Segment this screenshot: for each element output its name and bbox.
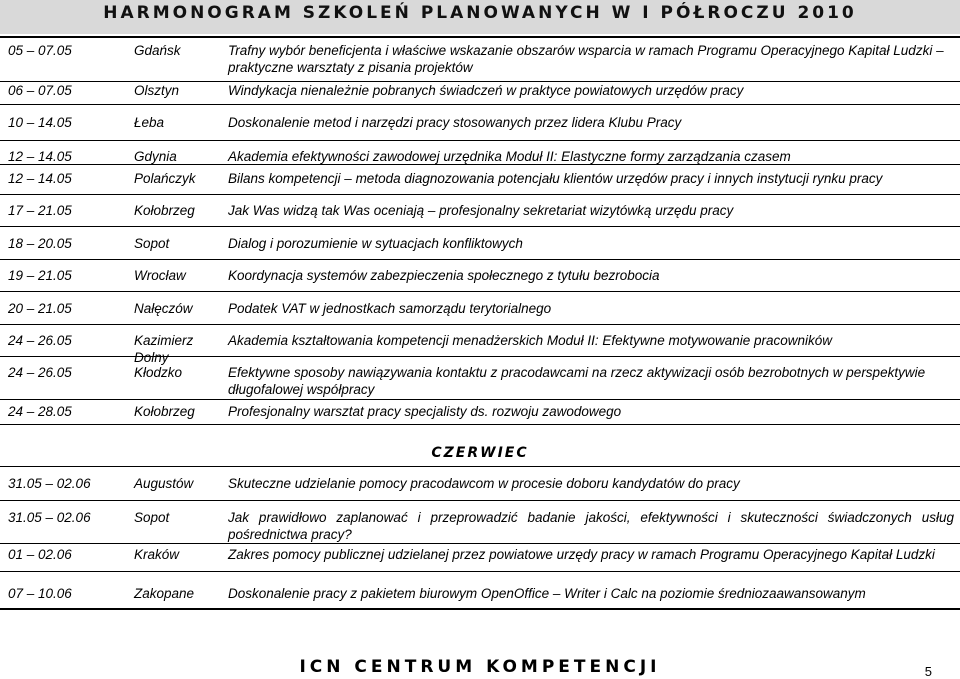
row-city: Wrocław	[134, 268, 186, 283]
row-description: Doskonalenie pracy z pakietem biurowym OpenOffice – Writer i Calc na poziomie średniozaawansowanym	[228, 586, 866, 601]
row-date: 07 – 10.06	[8, 586, 72, 601]
row-date: 18 – 20.05	[8, 236, 72, 251]
row-date: 12 – 14.05	[8, 149, 72, 164]
month-heading: CZERWIEC	[431, 445, 529, 461]
row-date: 12 – 14.05	[8, 171, 72, 186]
row-city: Gdańsk	[134, 43, 181, 58]
row-date: 17 – 21.05	[8, 203, 72, 218]
row-description: Jak Was widzą tak Was oceniają – profesjonalny sekretariat wizytówką urzędu pracy	[228, 203, 734, 218]
row-divider	[0, 543, 960, 544]
row-date: 20 – 21.05	[8, 301, 72, 316]
row-divider	[0, 356, 960, 357]
row-description: Windykacja nienależnie pobranych świadczeń w praktyce powiatowych urzędów pracy	[228, 83, 744, 98]
row-description: Bilans kompetencji – metoda diagnozowania potencjału klientów urzędów pracy i innych instytucji rynku pracy	[228, 171, 883, 186]
row-description: Koordynacja systemów zabezpieczenia społecznego z tytułu bezrobocia	[228, 268, 660, 283]
row-city: Sopot	[134, 510, 170, 525]
row-divider	[0, 259, 960, 260]
row-city: Sopot	[134, 236, 170, 251]
page-title: HARMONOGRAM SZKOLEŃ PLANOWANYCH W I PÓŁROCZU 2010	[103, 3, 857, 23]
row-divider	[0, 140, 960, 141]
row-date: 24 – 26.05	[8, 333, 72, 348]
row-description: Akademia efektywności zawodowej urzędnika Moduł II: Elastyczne formy zarządzania czasem	[228, 149, 791, 164]
row-divider	[0, 500, 960, 501]
row-city: Kazimierz Dolny	[134, 333, 194, 365]
title-bar	[0, 0, 960, 34]
row-description: Doskonalenie metod i narzędzi pracy stosowanych przez lidera Klubu Pracy	[228, 115, 682, 130]
row-city: Kłodzko	[134, 365, 183, 380]
row-divider	[0, 104, 960, 105]
row-divider	[0, 324, 960, 325]
row-description: Trafny wybór beneficjenta i właściwe wskazanie obszarów wsparcia w ramach Programu Operacyjnego Kapitał Ludzki – praktyczne warsztaty z pisania projektów	[228, 43, 944, 75]
row-city: Kraków	[134, 547, 180, 562]
table-bottom-rule	[0, 608, 960, 610]
page-number: 5	[924, 664, 932, 679]
row-divider	[0, 466, 960, 467]
row-date: 06 – 07.05	[8, 83, 72, 98]
row-city: Polańczyk	[134, 171, 196, 186]
row-city: Łeba	[134, 115, 165, 130]
row-date: 24 – 28.05	[8, 404, 72, 419]
table-top-rule	[0, 36, 960, 38]
row-city: Kołobrzeg	[134, 203, 195, 218]
row-divider	[0, 399, 960, 400]
row-date: 24 – 26.05	[8, 365, 72, 380]
row-date: 31.05 – 02.06	[8, 476, 91, 491]
row-city: Augustów	[134, 476, 194, 491]
row-city: Zakopane	[134, 586, 195, 601]
row-city: Olsztyn	[134, 83, 180, 98]
row-date: 05 – 07.05	[8, 43, 72, 58]
row-divider	[0, 194, 960, 195]
row-city: Nałęczów	[134, 301, 193, 316]
row-date: 10 – 14.05	[8, 115, 72, 130]
row-description: Profesjonalny warsztat pracy specjalisty ds. rozwoju zawodowego	[228, 404, 622, 419]
footer-brand: ICN CENTRUM KOMPETENCJI	[299, 657, 661, 677]
row-description: Jak prawidłowo zaplanować i przeprowadzić badanie jakości, efektywności i skuteczności świadczonych usług pośrednictwa pracy?	[228, 510, 954, 542]
row-divider	[0, 226, 960, 227]
row-description: Dialog i porozumienie w sytuacjach konfliktowych	[228, 236, 523, 251]
row-divider	[0, 571, 960, 572]
row-divider	[0, 164, 960, 165]
row-city: Gdynia	[134, 149, 177, 164]
row-divider	[0, 424, 960, 425]
row-city: Kołobrzeg	[134, 404, 195, 419]
row-description: Efektywne sposoby nawiązywania kontaktu z pracodawcami na rzecz aktywizacji osób bezrobotnych w perspektywie długofalowej współpracy	[228, 365, 926, 397]
row-date: 19 – 21.05	[8, 268, 72, 283]
row-date: 01 – 02.06	[8, 547, 72, 562]
row-divider	[0, 291, 960, 292]
row-description: Zakres pomocy publicznej udzielanej przez powiatowe urzędy pracy w ramach Programu Operacyjnego Kapitał Ludzki	[228, 547, 935, 562]
row-description: Akademia kształtowania kompetencji menadżerskich Moduł II: Efektywne motywowanie pracowników	[228, 333, 833, 348]
row-date: 31.05 – 02.06	[8, 510, 91, 525]
row-description: Skuteczne udzielanie pomocy pracodawcom w procesie doboru kandydatów do pracy	[228, 476, 740, 491]
row-description: Podatek VAT w jednostkach samorządu terytorialnego	[228, 301, 552, 316]
